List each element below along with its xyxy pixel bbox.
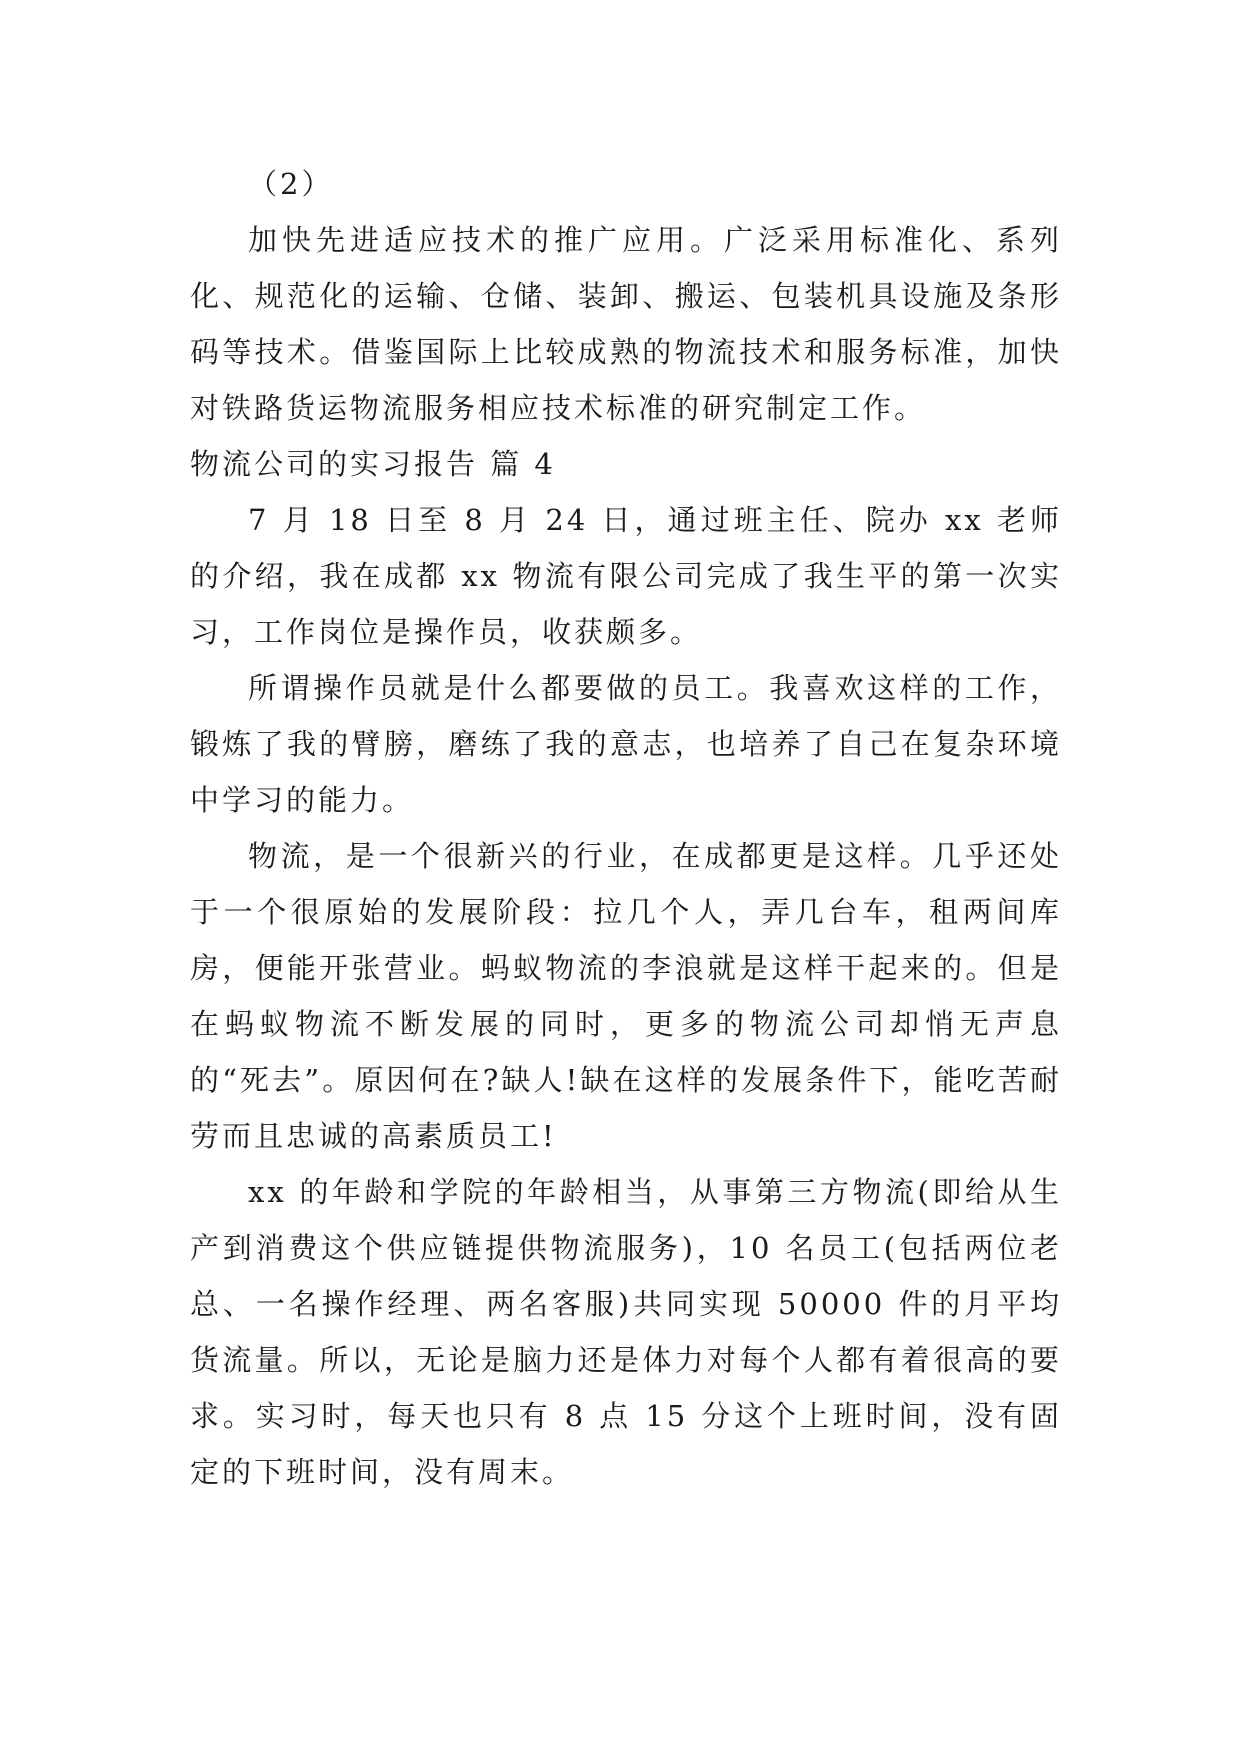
paragraph-company-profile: xx 的年龄和学院的年龄相当，从事第三方物流(即给从生产到消费这个供应链提供物流服务)，10 名员工(包括两位老总、一名操作经理、两名客服)共同实现 50000 件的月平均货流量。所以，无论是脑力还是体力对每个人都有着很高的要求。实习时，每天也只有 8 点 15 分这个上班时间，没有固定的下班时间，没有周末。 — [190, 1175, 1062, 1489]
paragraph-operator-role: 所谓操作员就是什么都要做的员工。我喜欢这样的工作，锻炼了我的臂膀，磨练了我的意志，也培养了自己在复杂环境中学习的能力。 — [190, 671, 1062, 817]
paragraph-internship-intro: 7 月 18 日至 8 月 24 日，通过班主任、院办 xx 老师的介绍，我在成都 xx 物流有限公司完成了我生平的第一次实习，工作岗位是操作员，收获颇多。 — [190, 503, 1062, 649]
paragraph-logistics-industry: 物流，是一个很新兴的行业，在成都更是这样。几乎还处于一个很原始的发展阶段：拉几个人，弄几台车，租两间库房，便能开张营业。蚂蚁物流的李浪就是这样干起来的。但是在蚂蚁物流不断发展的同时，更多的物流公司却悄无声息的“死去”。原因何在?缺人!缺在这样的发展条件下，能吃苦耐劳而且忠诚的高素质员工! — [190, 839, 1062, 1153]
paragraph-technology: 加快先进适应技术的推广应用。广泛采用标准化、系列化、规范化的运输、仓储、装卸、搬运、包装机具设施及条形码等技术。借鉴国际上比较成熟的物流技术和服务标准，加快对铁路货运物流服务相应技术标准的研究制定工作。 — [190, 223, 1062, 425]
document-body — [190, 156, 1062, 1500]
paragraph-number: （2） — [248, 167, 334, 201]
section-heading: 物流公司的实习报告 篇 4 — [190, 447, 556, 481]
